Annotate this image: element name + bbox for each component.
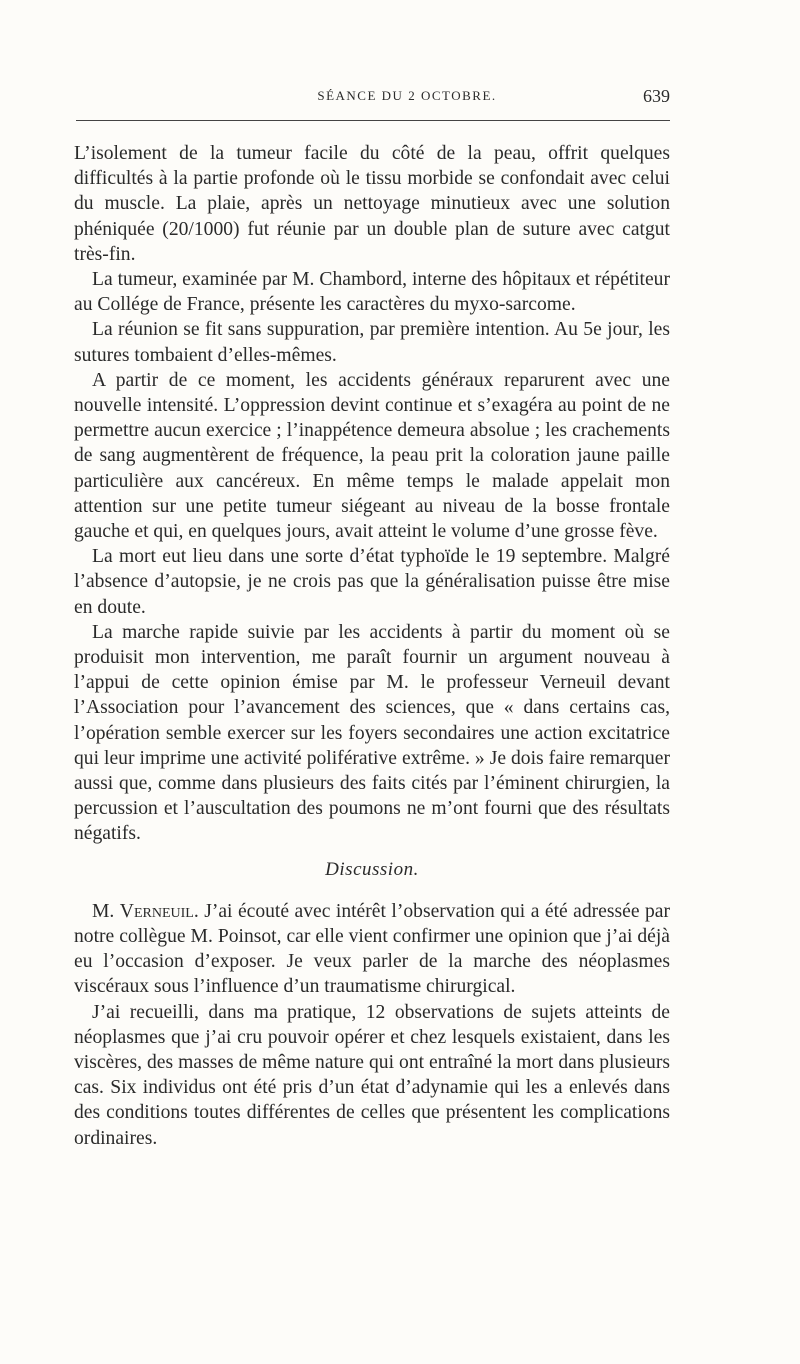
running-header: [74, 88, 670, 112]
paragraph: La tumeur, examinée par M. Chambord, interne des hôpitaux et répétiteur au Collége de France, présente les caractères du myxo-sarcome.: [74, 269, 670, 316]
speaker-prefix: M.: [92, 900, 115, 922]
paragraph: L’isolement de la tumeur facile du côté de la peau, offrit quelques difficultés à la partie profonde où le tissu morbide se confondait avec celui du muscle. La plaie, après un nettoyage minutieux avec une solution phéniquée (20/1000) fut réunie par un double plan de suture avec catgut très-fin.: [74, 143, 670, 265]
header-rule: [76, 120, 670, 121]
book-page: [74, 88, 670, 1151]
paragraph: La marche rapide suivie par les accidents à partir du moment où se produisit mon intervention, me paraît fournir un argument nouveau à l’appui de cette opinion émise par M. le professeur Verneuil devant l’Association pour l’avancement des sciences, que « dans certains cas, l’opération semble exercer sur les foyers secondaires une action excitatrice qui leur imprime une activité poliférative extrême. » Je dois faire remarquer aussi que, comme dans plusieurs des faits cités par l’éminent chirurgien, la percussion et l’auscultation des poumons ne m’ont fourni que des résultats négatifs.: [74, 621, 670, 845]
discussion-paragraph: [74, 899, 670, 1000]
page-number: 639: [643, 86, 670, 106]
paragraph: La réunion se fit sans suppuration, par première intention. Au 5e jour, les sutures tombaient d’elles-mêmes.: [74, 319, 670, 366]
running-title: SÉANCE DU 2 OCTOBRE.: [317, 88, 497, 103]
section-heading: Discussion.: [325, 858, 419, 880]
discussion-text: J’ai écouté avec intérêt l’observation qui a été adressée par notre collègue M. Poinsot, car elle vient confirmer une opinion que j’ai déjà eu l’occasion d’exposer. Je veux parler de la marche des néoplasmes viscéraux sous l’influence d’un traumatisme chirurgical.: [74, 900, 670, 998]
body-text: [74, 141, 670, 1151]
paragraph: J’ai recueilli, dans ma pratique, 12 observations de sujets atteints de néoplasmes que j’ai cru pouvoir opérer et chez lesquels existaient, dans les viscères, des masses de même nature qui ont entraîné la mort dans plusieurs cas. Six individus ont été pris d’un état d’adynamie qui les a enlevés dans des conditions toutes différentes de celles que présentent les complications ordinaires.: [74, 1001, 670, 1149]
paragraph: A partir de ce moment, les accidents généraux reparurent avec une nouvelle intensité. L’oppression devint continue et s’exagéra au point de ne permettre aucun exercice ; l’inappétence demeura absolue ; les crachements de sang augmentèrent de fréquence, la peau prit la coloration jaune paille particulière aux cancéreux. En même temps le malade appelait mon attention sur une petite tumeur siégeant au niveau de la bosse frontale gauche et qui, en quelques jours, avait atteint le volume d’une grosse fève.: [74, 369, 670, 543]
speaker-name: Verneuil.: [119, 900, 199, 922]
paragraph: La mort eut lieu dans une sorte d’état typhoïde le 19 septembre. Malgré l’absence d’autopsie, je ne crois pas que la généralisation puisse être mise en doute.: [74, 546, 670, 618]
